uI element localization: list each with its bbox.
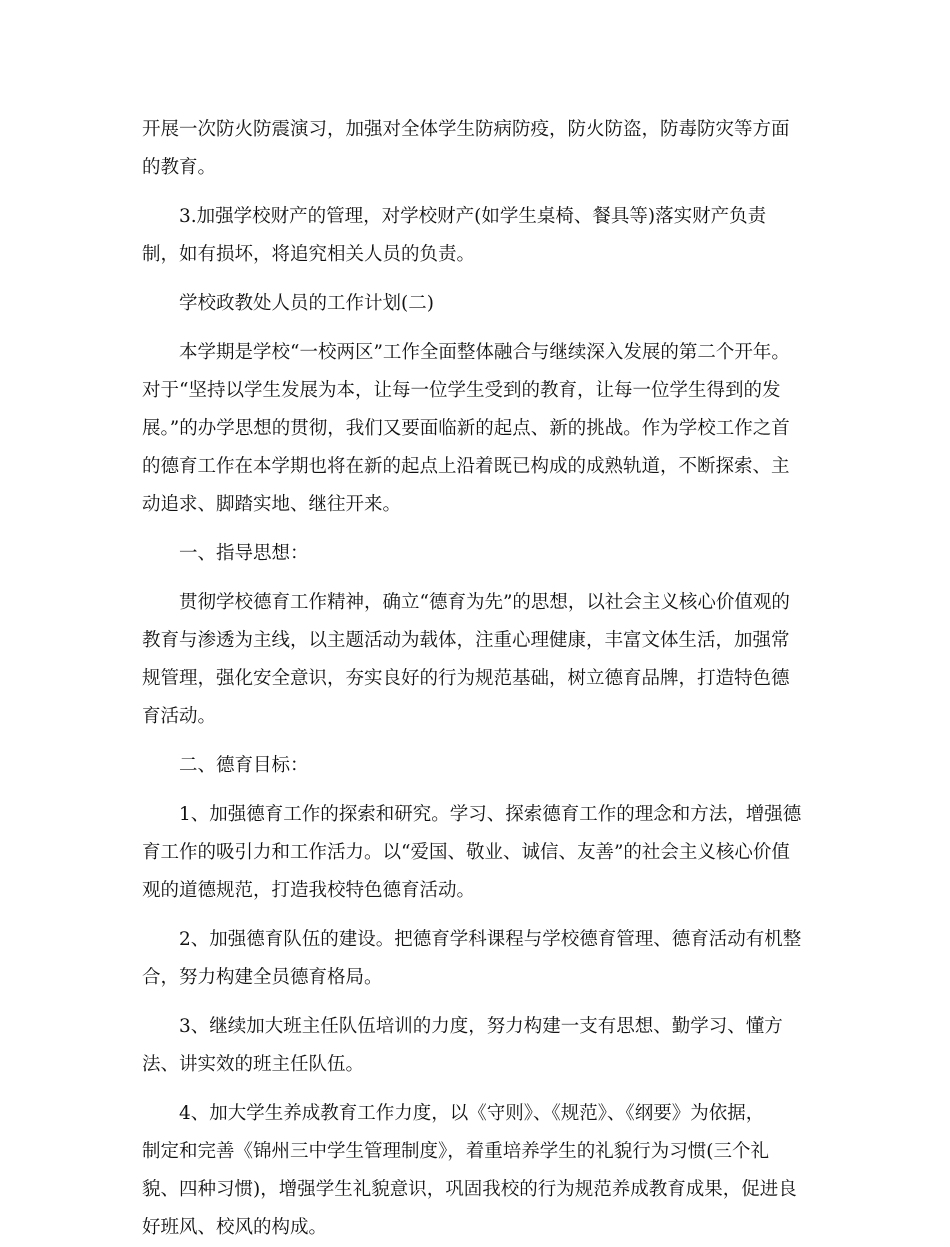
text-line: 法、讲实效的班主任队伍。 (142, 1054, 365, 1075)
paragraph-gap (142, 573, 807, 584)
text-line: 开展一次防火防震演习，加强对全体学生防病防疫，防火防盗，防毒防灾等方面 (142, 119, 790, 140)
text-line: 合，努力构建全员德育格局。 (142, 967, 383, 988)
text-line: 制，如有损坏，将追究相关人员的负责。 (142, 244, 476, 265)
paragraph-gap (142, 323, 807, 334)
text-line: 教育与渗透为主线，以主题活动为载体，注重心理健康，丰富文体生活，加强常 (142, 630, 790, 651)
paragraph-gap (142, 785, 807, 796)
text-line: 3.加强学校财产的管理，对学校财产(如学生桌椅、餐具等)落实财产负责 (179, 206, 767, 227)
paragraph (142, 285, 807, 323)
paragraph (142, 796, 807, 910)
text-line: 制定和完善《锦州三中学生管理制度》，着重培养学生的礼貌行为习惯(三个礼 (142, 1141, 769, 1162)
text-line: 展。”的办学思想的贯彻，我们又要面临新的起点、新的挑战。作为学校工作之首 (142, 418, 790, 439)
text-line: 貌、四种习惯)，增强学生礼貌意识，巩固我校的行为规范养成教育成果，促进良 (142, 1179, 797, 1200)
paragraph (142, 198, 807, 274)
paragraph-gap (142, 187, 807, 198)
text-line: 的教育。 (142, 157, 217, 178)
text-line: 的德育工作在本学期也将在新的起点上沿着既已构成的成熟轨道，不断探索、主 (142, 456, 790, 477)
text-line: 3、继续加大班主任队伍培训的力度，努力构建一支有思想、勤学习、懂方 (179, 1016, 783, 1037)
paragraph (142, 111, 807, 187)
paragraph-gap (142, 524, 807, 535)
paragraph-gap (142, 274, 807, 285)
text-line: 对于“坚持以学生发展为本，让每一位学生受到的教育，让每一位学生得到的发 (142, 380, 781, 401)
document-body (142, 111, 807, 1247)
paragraph-gap (142, 997, 807, 1008)
paragraph (142, 1095, 807, 1247)
text-line: 贯彻学校德育工作精神，确立“德育为先”的思想，以社会主义核心价值观的 (179, 592, 790, 613)
text-line: 育活动。 (142, 706, 217, 727)
text-line: 2、加强德育队伍的建设。把德育学科课程与学校德育管理、德育活动有机整 (179, 929, 802, 950)
text-line: 二、德育目标： (179, 755, 309, 776)
paragraph (142, 584, 807, 736)
paragraph-gap (142, 910, 807, 921)
text-line: 1、加强德育工作的探索和研究。学习、探索德育工作的理念和方法，增强德 (179, 804, 802, 825)
paragraph (142, 921, 807, 997)
paragraph (142, 535, 807, 573)
text-line: 规管理，强化安全意识，夯实良好的行为规范基础，树立德育品牌，打造特色德 (142, 668, 790, 689)
text-line: 学校政教处人员的工作计划(二) (179, 293, 434, 314)
paragraph (142, 747, 807, 785)
text-line: 育工作的吸引力和工作活力。以“爱国、敬业、诚信、友善”的社会主义核心价值 (142, 842, 790, 863)
text-line: 动追求、脚踏实地、继往开来。 (142, 494, 402, 515)
paragraph-gap (142, 736, 807, 747)
text-line: 一、指导思想： (179, 543, 309, 564)
paragraph-gap (142, 1084, 807, 1095)
text-line: 好班风、校风的构成。 (142, 1217, 328, 1238)
text-line: 本学期是学校“一校两区”工作全面整体融合与继续深入发展的第二个开年。 (179, 342, 790, 363)
paragraph (142, 1008, 807, 1084)
text-line: 4、加大学生养成教育工作力度，以《守则》、《规范》、《纲要》为依据， (179, 1103, 765, 1124)
paragraph (142, 334, 807, 524)
text-line: 观的道德规范，打造我校特色德育活动。 (142, 880, 476, 901)
